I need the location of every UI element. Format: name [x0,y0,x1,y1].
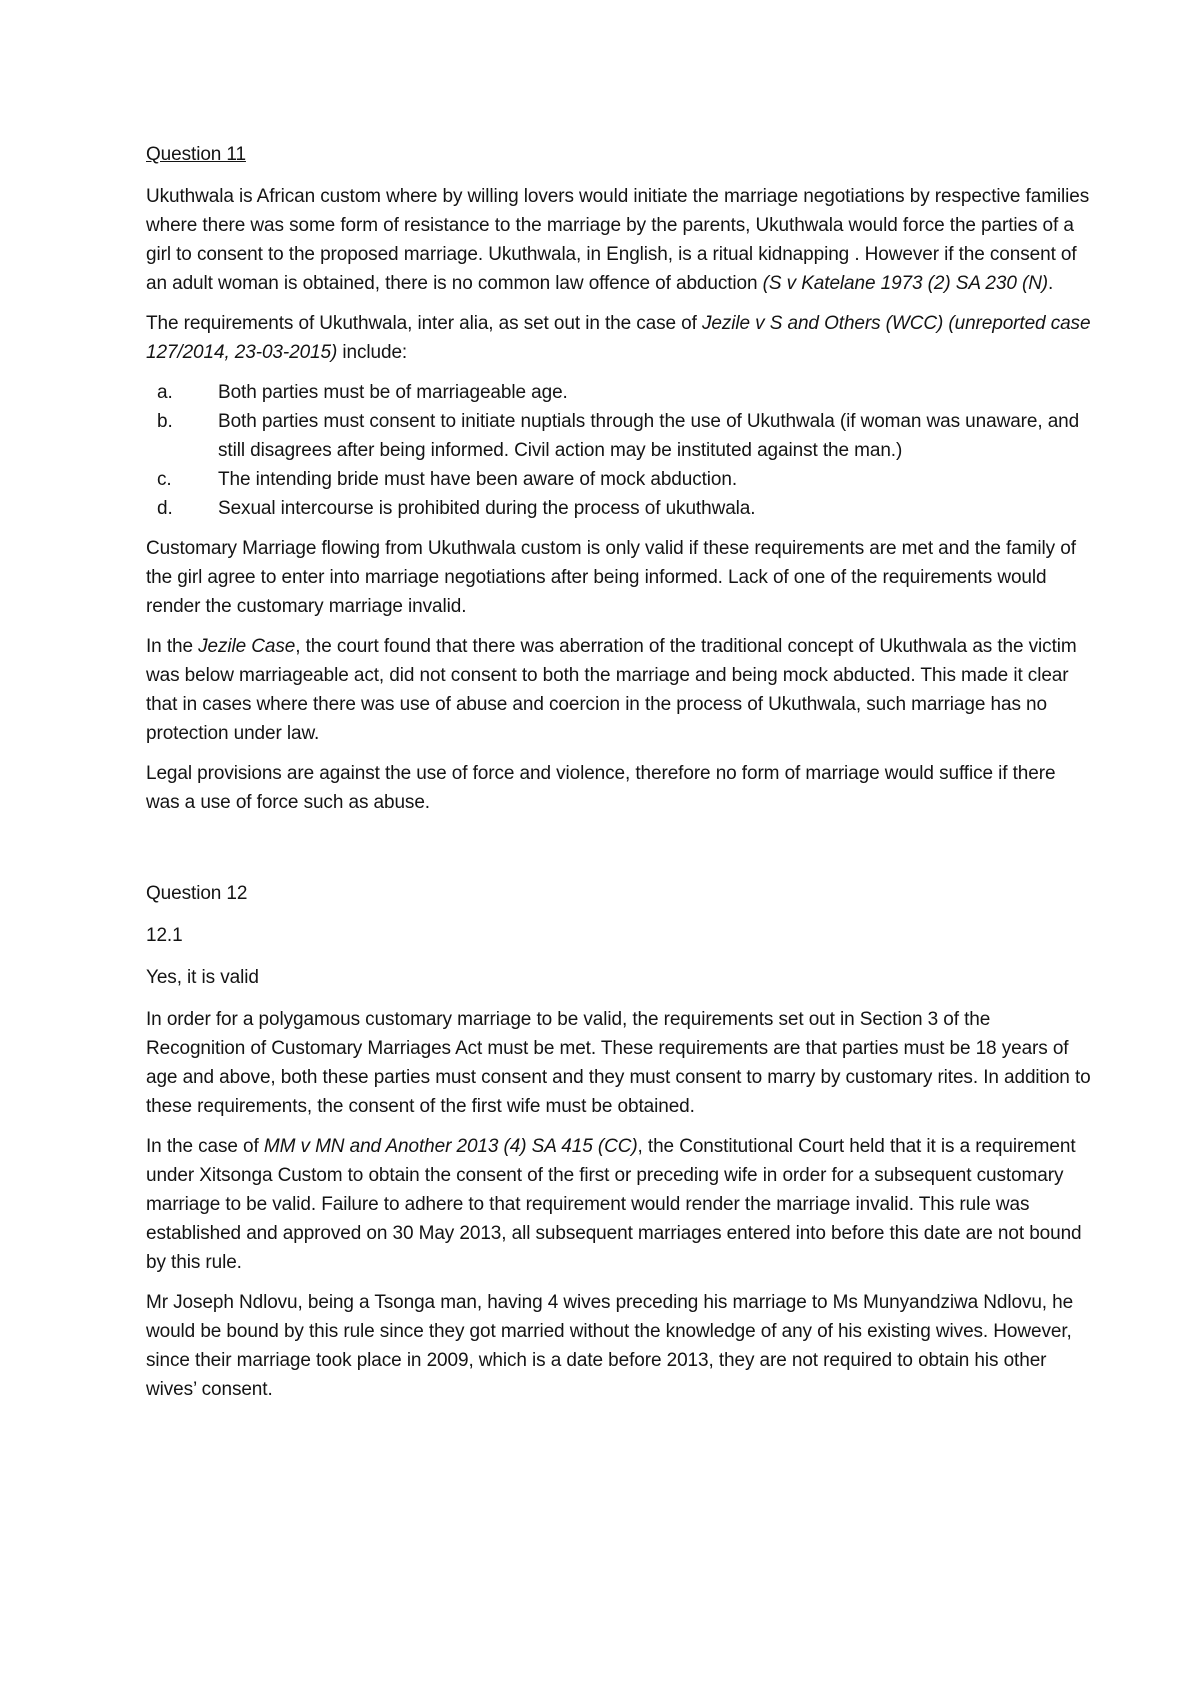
question-12-heading: Question 12 [146,883,248,904]
text-run: In the case of [146,1136,264,1157]
text-run: Ukuthwala is African custom where by willing lovers would initiate the marriage negotiations by respective families where there was some form of resistance to the marriage by the parents, Ukuthwala would force the parties of a girl to consent to the proposed marriage. Ukuthwala, in English, is a ritual kidnapping . However if the consent of an adult woman is obtained, there is no common law offence of abduction [146,186,1090,294]
list-marker: c. [157,469,172,490]
list-item [146,407,1091,465]
requirements-intro-paragraph [146,309,1091,367]
text-run: The requirements of Ukuthwala, inter alia, as set out in the case of [146,313,703,334]
validity-paragraph: Customary Marriage flowing from Ukuthwala custom is only valid if these requirements are met and the family of the girl agree to enter into marriage negotiations after being informed. Lack of one of the requirements would render the customary marriage invalid. [146,538,1076,617]
polygamous-marriage-paragraph: In order for a polygamous customary marriage to be valid, the requirements set out in Section 3 of the Recognition of Customary Marriages Act must be met. These requirements are that parties must be 18 years of age and above, both these parties must consent and they must consent to marry by customary rites. In addition to these requirements, the consent of the first wife must be obtained. [146,1009,1091,1117]
list-marker: b. [157,411,173,432]
requirements-list [146,378,1091,523]
case-citation: MM v MN and Another 2013 (4) SA 415 (CC) [263,1136,638,1157]
list-marker: d. [157,498,173,519]
question-11-heading: Question 11 [146,144,246,165]
list-item [146,378,1091,407]
case-citation: Jezile v S and Others (WCC) (unreported case 127/2014, 23-03-2015) [146,313,1091,363]
ukuthwala-definition-paragraph [146,182,1091,298]
list-marker: a. [157,382,173,403]
list-item [146,494,1091,523]
case-citation: (S v Katelane 1973 (2) SA 230 (N) [762,273,1049,294]
text-run: , the court found that there was aberration of the traditional concept of Ukuthwala as the victim was below marriageable act, did not consent to both the marriage and being mock abducted. This made it clear that in cases where there was use of abuse and coercion in the process of Ukuthwala, such marriage has no protection under law. [146,636,1077,744]
document-page [146,140,1091,1415]
list-item [146,465,1091,494]
text-run: , the Constitutional Court held that it is a requirement under Xitsonga Custom to obtain the consent of the first or preceding wife in order for a subsequent customary marriage to be valid. Failure to adhere to that requirement would render the marriage invalid. This rule was established and approved on 30 May 2013, all subsequent marriages entered into before this date are not bound by this rule. [146,1136,1082,1273]
jezile-case-paragraph [146,632,1091,748]
section-spacer [146,828,1091,879]
answer-line: Yes, it is valid [146,967,259,988]
text-run: include: [337,342,408,363]
list-item-text: Both parties must consent to initiate nuptials through the use of Ukuthwala (if woman was unaware, and still disagrees after being informed. Civil action may be instituted against the man.) [218,411,1080,461]
list-item-text: The intending bride must have been aware of mock abduction. [218,469,738,490]
sub-question-number: 12.1 [146,925,183,946]
legal-provisions-paragraph: Legal provisions are against the use of force and violence, therefore no form of marriage would suffice if there was a use of force such as abuse. [146,763,1056,813]
mm-v-mn-paragraph [146,1132,1091,1277]
text-run: In the [146,636,199,657]
text-run: . [1048,273,1054,294]
case-name: Jezile Case [198,636,296,657]
ndlovu-application-paragraph: Mr Joseph Ndlovu, being a Tsonga man, having 4 wives preceding his marriage to Ms Munyandziwa Ndlovu, he would be bound by this rule since they got married without the knowledge of any of his existing wives. However, since their marriage took place in 2009, which is a date before 2013, they are not required to obtain his other wives’ consent. [146,1292,1074,1400]
list-item-text: Both parties must be of marriageable age. [218,382,568,403]
list-item-text: Sexual intercourse is prohibited during the process of ukuthwala. [218,498,756,519]
